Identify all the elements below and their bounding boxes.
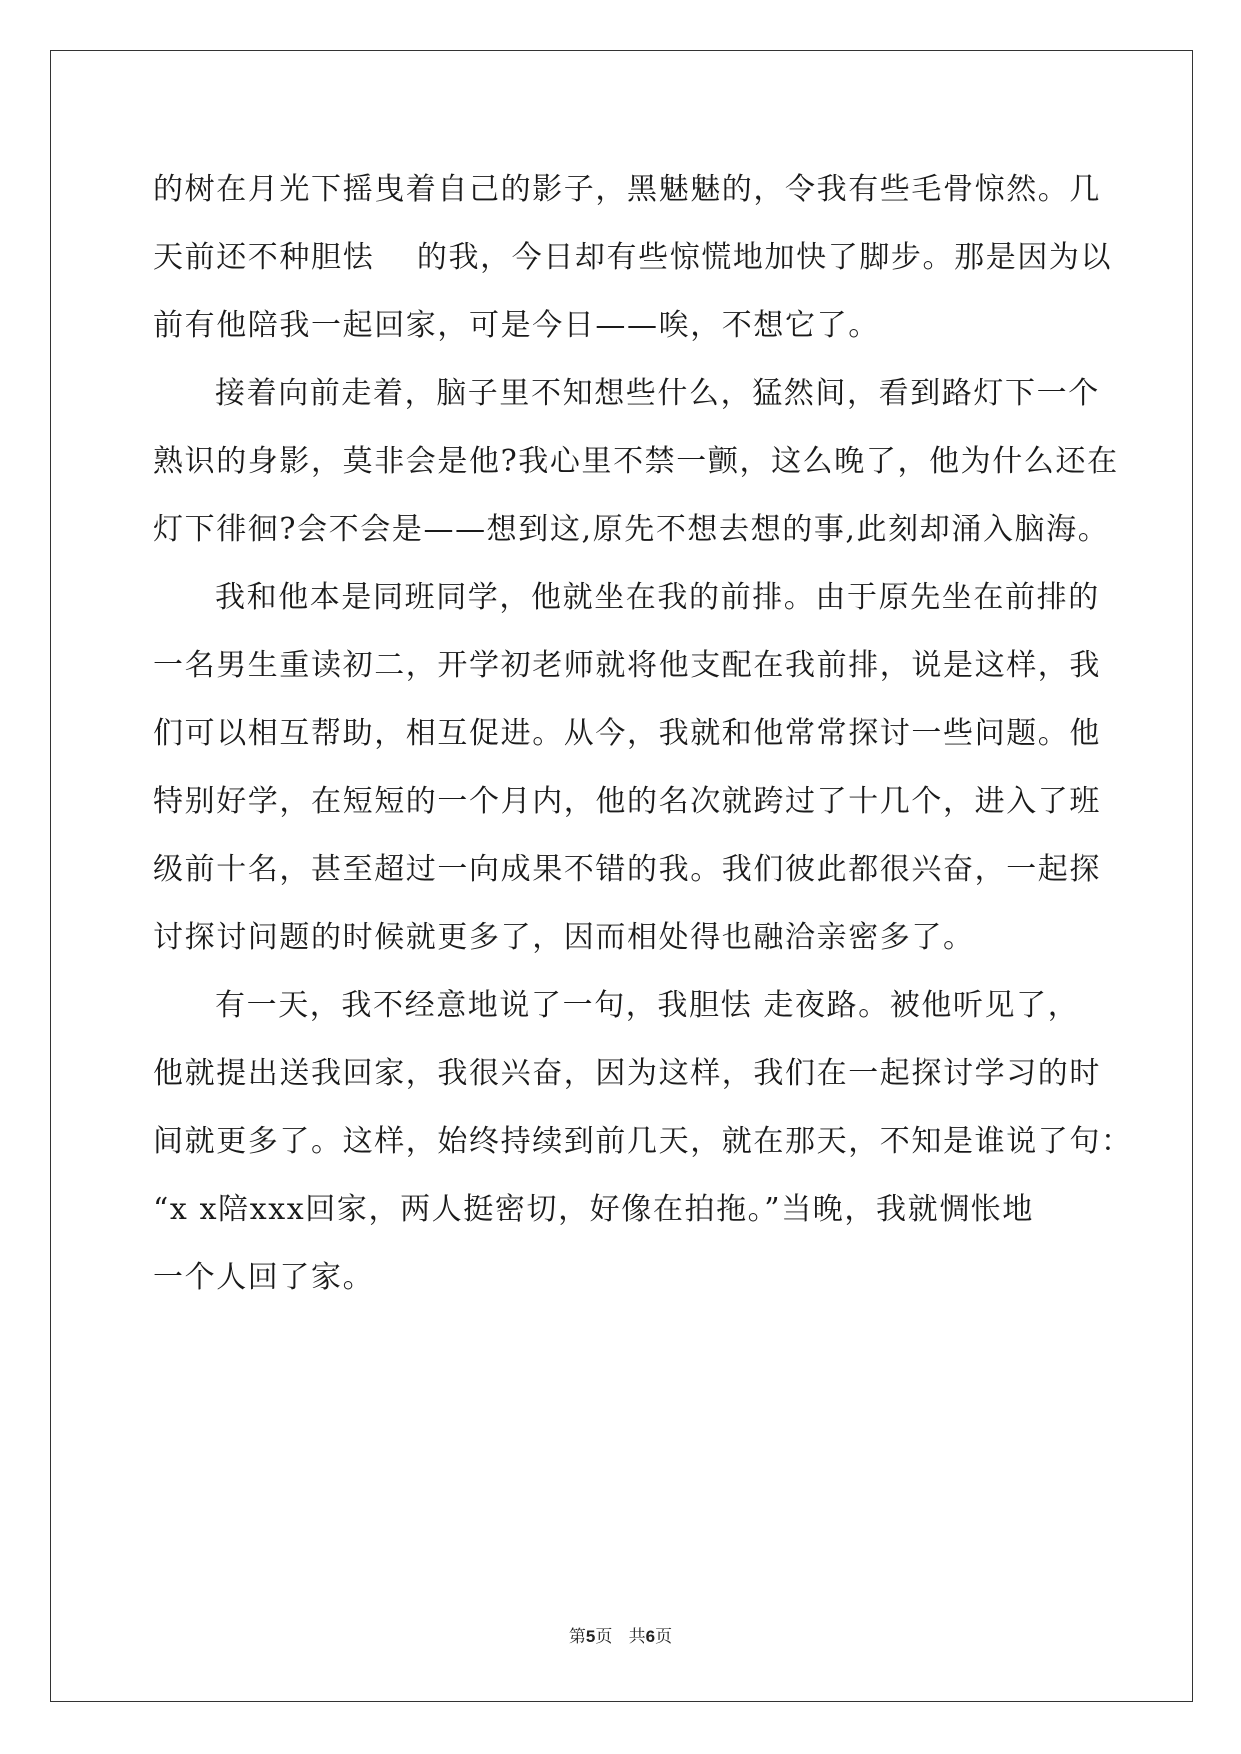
text-line: 的树在月光下摇曳着自己的影子，黑魅魅的，令我有些毛骨惊然。几 (153, 172, 1101, 207)
page-prefix: 第 (568, 1627, 586, 1647)
page-number: 5 (585, 1627, 596, 1646)
paragraph-start-line: 我和他本是同班同学，他就坐在我的前排。由于原先坐在前排的 (215, 580, 1100, 615)
text-line: 特别好学，在短短的一个月内，他的名次就跨过了十几个，进入了班 (153, 784, 1101, 819)
text-line: 灯下徘徊?会不会是——想到这,原先不想去想的事,此刻却涌入脑海。 (153, 512, 1110, 547)
total-pages: 6 (645, 1627, 656, 1646)
text-line: 间就更多了。这样，始终持续到前几天，就在那天，不知是谁说了句： (153, 1124, 1133, 1159)
page-footer (0, 1622, 1241, 1647)
text-line: 们可以相互帮助，相互促进。从今，我就和他常常探讨一些问题。他 (153, 716, 1101, 751)
paragraph-start-line: 接着向前走着，脑子里不知想些什么，猛然间，看到路灯下一个 (215, 376, 1100, 411)
total-suffix: 页 (655, 1627, 673, 1647)
text-line: 讨探讨问题的时候就更多了，因而相处得也融洽亲密多了。 (153, 920, 975, 955)
text-line: 一名男生重读初二，开学初老师就将他支配在我前排，说是这样，我 (153, 648, 1101, 683)
text-line: 级前十名，甚至超过一向成果不错的我。我们彼此都很兴奋，一起探 (153, 852, 1101, 887)
paragraph-start-line: 有一天，我不经意地说了一句，我胆怯 走夜路。被他听见了， (215, 988, 1080, 1023)
text-line: 一个人回了家。 (153, 1260, 375, 1295)
text-line: 他就提出送我回家，我很兴奋，因为这样，我们在一起探讨学习的时 (153, 1056, 1101, 1091)
text-line: 前有他陪我一起回家，可是今日——唉，不想它了。 (153, 308, 880, 343)
text-line: “x x陪xxx回家，两人挺密切，好像在拍拖。”当晚，我就惆怅地 (153, 1192, 1035, 1227)
document-body (153, 163, 1133, 1319)
total-prefix: 共 (628, 1627, 646, 1647)
text-line: 熟识的身影，莫非会是他?我心里不禁一颤，这么晚了，他为什么还在 (153, 444, 1119, 479)
text-line: 天前还不种胆怯 的我，今日却有些惊慌地加快了脚步。那是因为以 (153, 240, 1113, 275)
page-suffix: 页 (595, 1627, 613, 1647)
